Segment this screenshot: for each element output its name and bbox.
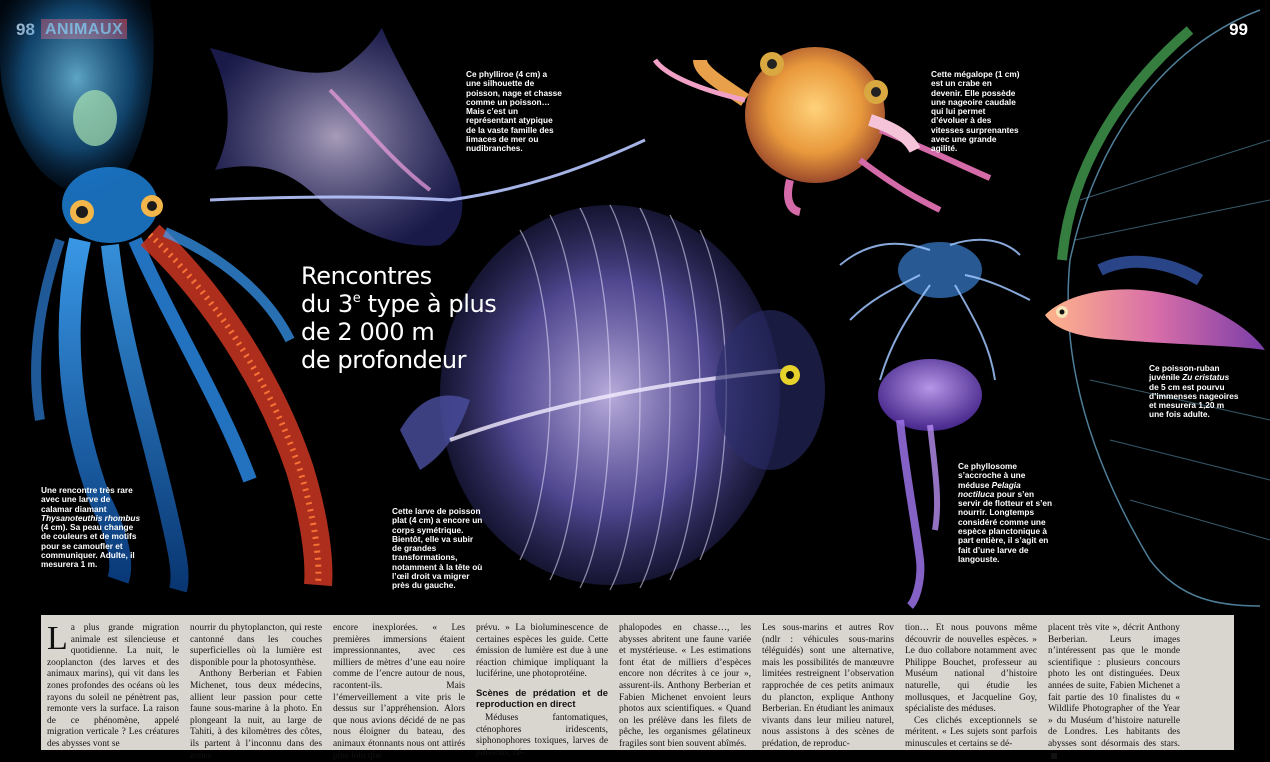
- article-column-4: [476, 623, 608, 758]
- article-columns: [47, 620, 1228, 761]
- caption-phyllosome: [958, 462, 1056, 564]
- caption-phyllosome-species: Pelagia noctiluca: [958, 479, 1021, 499]
- article-paragraph: Ces clichés exceptionnels se méritent. « Les sujets sont parfois minuscules et certains se dé-: [905, 715, 1037, 749]
- article-column-1: [47, 620, 179, 750]
- article-subheading: Scènes de prédation et de reproduction en direct: [476, 686, 608, 709]
- article-paragraph: encore inexplorées. « Les premières immersions étaient impressionnantes, avec ces milliers de mètres d’une eau noire comme de l’encre autour de nous, racontent-ils. Mais l’émerveillement a vite pris le dessus sur l’appréhension. Alors que nous avions décidé de ne pas nous éloigner du bateau, des animaux étonnants nous ont attirés plus loin que: [333, 623, 465, 761]
- article-paragraph: placent très vite », décrit Anthony Berberian. Leurs images n’intéressent pas que le monde scientifique : plusieurs concours photo les ont distinguées. Deux années de suite, Fabien Michenet a fait partie des 10 finalistes du « Wildlife Photographer of the Year » du Muséum d’histoire naturelle de Londres. Les habitants des abysses sont désormais des stars.: [1048, 623, 1180, 749]
- caption-squid-text: Une rencontre très rare avec une larve de calamar diamant: [41, 485, 133, 514]
- article-paragraph: Méduses fantomatiques, cténophores iridescents, siphonophores toxiques, larves de poissons, cé-: [476, 712, 608, 758]
- caption-megalope: Cette mégalope (1 cm) est un crabe en devenir. Elle possède une nageoire caudale qui lui permet d’évoluer à des vitesses surprenantes avec une grande agilité.: [931, 69, 1020, 154]
- caption-ribbonfish-text-end: de 5 cm est pourvu d’immenses nageoires et mesurera 1,20 m une fois adulte.: [1149, 381, 1239, 420]
- caption-phyllosome-text-end: pour s’en servir de flotteur et s’en nourrir. Longtemps considéré comme une espèce planctonique à part entière, il s’agit en fait d’une larve de langouste.: [958, 488, 1053, 564]
- article-column-5: [619, 623, 751, 750]
- headline-line-3: de 2 000 m: [301, 318, 435, 346]
- caption-phyllosome-text: Ce phyllosome s’accroche à une méduse: [958, 461, 1026, 490]
- drop-cap: L: [47, 620, 68, 657]
- headline-line-4: de profondeur: [301, 346, 467, 374]
- caption-flatfish: Cette larve de poisson plat (4 cm) a encore un corps symétrique. Bientôt, elle va subir de grandes transformations, notamment à la tête où l’œil droit va migrer près du gauche.: [392, 506, 483, 591]
- headline-line-2-end: type à plus: [360, 290, 497, 318]
- caption-phylliroe: Ce phylliroe (4 cm) a une silhouette de poisson, nage et chasse comme un poisson… Mais c’est un représentant atypique de la vaste famille des limaces de mer ou nudibranches.: [466, 69, 562, 154]
- article-body: [41, 615, 1234, 761]
- caption-squid-species: Thysanoteuthis rhombus: [41, 512, 141, 523]
- article-paragraph: prévu. » La bioluminescence de certaines espèces les guide. Cette émission de lumière est due à une réaction chimique impliquant la luciférine, une photoprotéine.: [476, 623, 608, 680]
- headline-line-1: Rencontres: [301, 262, 432, 290]
- caption-ribbonfish-text: Ce poisson-ruban juvénile: [1149, 363, 1220, 383]
- article-paragraph: nourrir du phytoplancton, qui reste cantonné dans les couches superficielles où la lumière est disponible pour la photosynthèse.: [190, 623, 322, 668]
- headline-superscript: e: [352, 291, 361, 306]
- article-paragraph: Les sous-marins et autres Rov (ndlr : véhicules sous-marins téléguidés) sont une alternative, mais les possibilités de manœuvre limitées restreignent l’observation rapprochée de ces petits animaux du plancton, explique Anthony Berberian. En étudiant les animaux vivants dans leur milieu naturel, nous assistons à des scènes de prédation, de reproduc-: [762, 623, 894, 749]
- page-number-right: 99: [1229, 20, 1248, 39]
- article-paragraph: Anthony Berberian et Fabien Michenet, tous deux médecins, allient leur passion pour cette faune sous-marine à la photo. En plongeant la nuit, au large de Tahiti, à des kilomètres des côtes, ils partent à l’inconnu dans des zones: [190, 669, 322, 761]
- ribbonfish-illustration: [1045, 10, 1270, 606]
- end-mark: [1051, 753, 1057, 759]
- article-column-2: [190, 623, 322, 761]
- caption-ribbonfish: [1149, 364, 1239, 420]
- article-column-7: [905, 623, 1037, 750]
- article-column-6: [762, 623, 894, 750]
- caption-squid-text-end: (4 cm). Sa peau change de couleurs et de motifs pour se camoufler et communiquer. Adulte, il mesurera 1 m.: [41, 522, 137, 570]
- article-paragraph: a plus grande migration animale est silencieuse et quotidienne. La nuit, le zooplancton (des larves et des animaux marins), qui vit dans les zones profondes des océans où les rayons du soleil ne pénètrent pas, remonte vers la surface. La raison de ce phénomène, appelé migration verticale ? Les créatures des abysses vont se: [47, 623, 179, 749]
- caption-squid: [41, 486, 143, 570]
- headline: [301, 262, 561, 374]
- article-paragraph: tion… Et nous pouvons même découvrir de nouvelles espèces. » Le duo collabore notamment avec Philippe Bouchet, professeur au Muséum national d’histoire naturelle, qui étudie les mollusques, et Jacqueline Goy, spécialiste des méduses.: [905, 623, 1037, 715]
- headline-line-2: [301, 290, 561, 318]
- caption-ribbonfish-species: Zu cristatus: [1182, 372, 1230, 383]
- article-column-3: [333, 623, 465, 761]
- article-paragraph: phalopodes en chasse…, les abysses abritent une faune variée et mystérieuse. « Les estimations font état de milliers d’espèces encore non décrites à ce jour », assurent-ils. Anthony Berberian et Fabien Michenet envoient leurs photos aux scientifiques. « Quand on les prélève dans les filets de pêche, les organismes gélatineux fragiles sont bien souvent abîmés.: [619, 623, 751, 749]
- article-column-8: [1048, 623, 1180, 750]
- headline-line-2-start: du 3: [301, 290, 353, 318]
